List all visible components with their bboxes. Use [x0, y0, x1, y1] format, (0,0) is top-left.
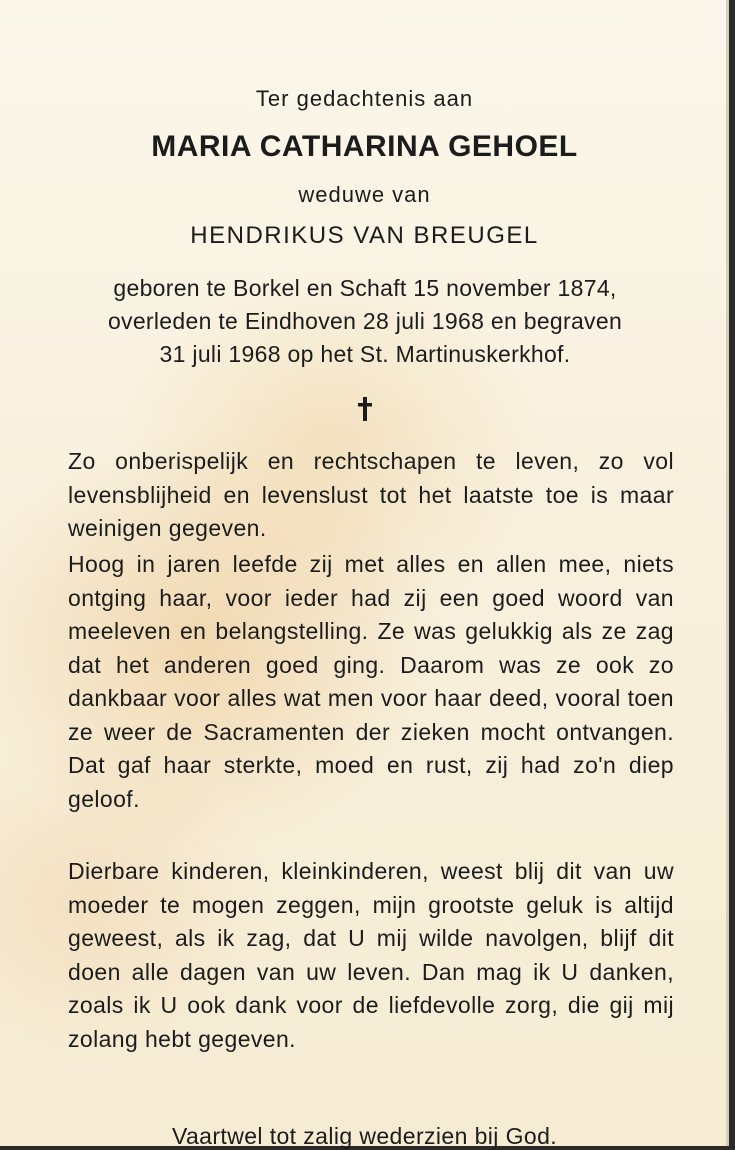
bio-line: geboren te Borkel en Schaft 15 november 1874, [113, 275, 617, 301]
intro-text: Ter gedachtenis aan [255, 86, 474, 111]
bio-line: overleden te Eindhoven 28 juli 1968 en begraven [107, 308, 623, 334]
cross-icon [355, 396, 375, 422]
paragraph: Dierbare kinderen, kleinkinderen, weest blij dit van uw moeder te mogen zeggen, mijn grootste geluk is altijd geweest, als ik zag, dat U mij wilde navolgen, blijf dit doen alle dagen van uw leven. Dan mag ik U danken, zoals ik U ook dank voor de liefdevolle zorg, die gij mij zolang hebt gegeven. [68, 858, 674, 1052]
paragraph: Hoog in jaren leefde zij met alles en allen mee, niets ontging haar, voor ieder had zij een goed woord van meeleven en belangstelling. Ze was gelukkig als ze zag dat het anderen goed ging. Daarom was ze ook zo dankbaar voor alles wat men voor haar deed, vooral toen ze weer de Sacramenten der zieken mocht ontvangen. Dat gaf haar sterkte, moed en rust, zij had zo'n diep geloof. [68, 551, 674, 812]
deceased-name: MARIA CATHARINA GEHOEL [151, 130, 578, 163]
biography [40, 272, 690, 371]
husband-name: HENDRIKUS VAN BREUGEL [190, 222, 539, 249]
farewell-text: Vaartwel tot zalig wederzien bij God. [171, 1123, 558, 1149]
widow-of-text: weduwe van [298, 182, 431, 207]
bio-line: 31 juli 1968 op het St. Martinuskerkhof. [159, 341, 571, 367]
paragraph: Zo onberispelijk en rechtschapen te leven, zo vol levensblijheid en levenslust tot het laatste toe is maar weinigen gegeven. [68, 448, 674, 541]
